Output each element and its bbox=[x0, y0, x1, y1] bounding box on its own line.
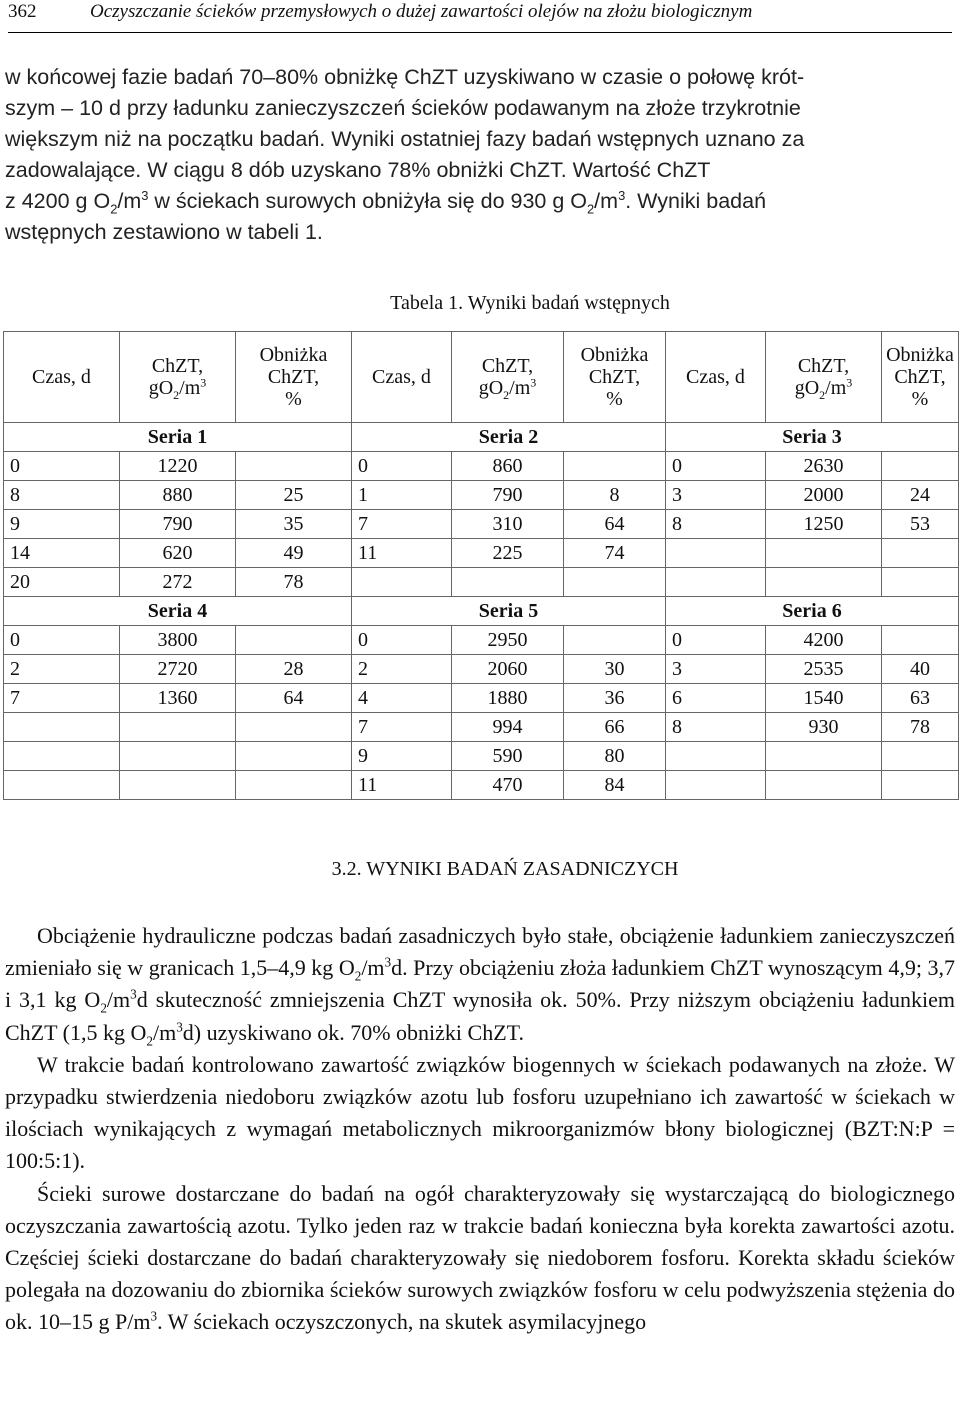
table-cell: 40 bbox=[882, 655, 959, 684]
table-cell bbox=[352, 568, 452, 597]
table-cell: 0 bbox=[4, 452, 120, 481]
table-cell: 790 bbox=[452, 481, 564, 510]
table-row bbox=[4, 539, 959, 568]
header-czas: Czas, d bbox=[666, 332, 766, 423]
table-cell bbox=[120, 713, 236, 742]
section-title: 3.2. WYNIKI BADAŃ ZASADNICZYCH bbox=[331, 858, 679, 880]
table-cell: 590 bbox=[452, 742, 564, 771]
table-cell: 7 bbox=[4, 684, 120, 713]
table-row bbox=[4, 568, 959, 597]
table-cell bbox=[120, 742, 236, 771]
table-cell: 2060 bbox=[452, 655, 564, 684]
table-row bbox=[4, 452, 959, 481]
table-cell bbox=[766, 539, 882, 568]
table-cell bbox=[4, 742, 120, 771]
table-cell: 11 bbox=[352, 539, 452, 568]
table-cell bbox=[882, 539, 959, 568]
table-row bbox=[4, 655, 959, 684]
table-cell: 2 bbox=[4, 655, 120, 684]
table-cell: 0 bbox=[352, 452, 452, 481]
table-cell: 880 bbox=[120, 481, 236, 510]
table-cell: 8 bbox=[564, 481, 666, 510]
table-cell: 0 bbox=[352, 626, 452, 655]
table-cell bbox=[666, 771, 766, 800]
table-row bbox=[4, 510, 959, 539]
table-cell: 4 bbox=[352, 684, 452, 713]
table-cell: 310 bbox=[452, 510, 564, 539]
table-cell: 35 bbox=[236, 510, 352, 539]
table-cell: 0 bbox=[666, 452, 766, 481]
table-cell: 14 bbox=[4, 539, 120, 568]
table-cell: 36 bbox=[564, 684, 666, 713]
table-cell bbox=[882, 626, 959, 655]
table-cell bbox=[564, 452, 666, 481]
table-cell: 24 bbox=[882, 481, 959, 510]
header-obnizka: Obniżka ChZT, % bbox=[882, 332, 959, 423]
table-cell: 790 bbox=[120, 510, 236, 539]
table-cell: 6 bbox=[666, 684, 766, 713]
table-cell: 2950 bbox=[452, 626, 564, 655]
series-header-row bbox=[4, 597, 959, 626]
page-number: 362 bbox=[8, 1, 37, 22]
table-cell: 3800 bbox=[120, 626, 236, 655]
table-cell: 930 bbox=[766, 713, 882, 742]
table-cell: 1360 bbox=[120, 684, 236, 713]
table-cell bbox=[882, 771, 959, 800]
table-cell: 2720 bbox=[120, 655, 236, 684]
table-cell: 20 bbox=[4, 568, 120, 597]
table-cell: 84 bbox=[564, 771, 666, 800]
intro-line: z 4200 g $O_2/m^3$ w ściekach surowych obniżyła się do 930 g $O_2/m^3$. Wyniki badań bbox=[5, 187, 767, 217]
table-cell: 994 bbox=[452, 713, 564, 742]
table-cell: 9 bbox=[4, 510, 120, 539]
table-cell: 3 bbox=[666, 481, 766, 510]
table-cell: 28 bbox=[236, 655, 352, 684]
table-cell bbox=[564, 626, 666, 655]
table-row bbox=[4, 684, 959, 713]
header-chzt: ChZT, $gO_2/m^3$ bbox=[452, 332, 564, 423]
body-text bbox=[5, 920, 955, 1339]
table-cell: 78 bbox=[236, 568, 352, 597]
table-cell: 620 bbox=[120, 539, 236, 568]
table-cell: 64 bbox=[236, 684, 352, 713]
table-cell: 8 bbox=[4, 481, 120, 510]
table-cell bbox=[452, 568, 564, 597]
series-header-row bbox=[4, 423, 959, 452]
table-row bbox=[4, 742, 959, 771]
table-cell: 63 bbox=[882, 684, 959, 713]
header-czas: Czas, d bbox=[4, 332, 120, 423]
header-czas: Czas, d bbox=[352, 332, 452, 423]
series-label: Seria 1 bbox=[4, 423, 352, 452]
series-label: Seria 2 bbox=[352, 423, 666, 452]
table-cell bbox=[882, 568, 959, 597]
header-chzt: ChZT, $gO_2/m^3$ bbox=[766, 332, 882, 423]
table-cell bbox=[236, 713, 352, 742]
table-cell: 49 bbox=[236, 539, 352, 568]
table-cell: 470 bbox=[452, 771, 564, 800]
table-cell: 225 bbox=[452, 539, 564, 568]
table-cell bbox=[666, 568, 766, 597]
table-cell: 0 bbox=[4, 626, 120, 655]
header-chzt: ChZT, $gO_2/m^3$ bbox=[120, 332, 236, 423]
table-cell: 80 bbox=[564, 742, 666, 771]
table-cell: 1540 bbox=[766, 684, 882, 713]
table-cell: 9 bbox=[352, 742, 452, 771]
intro-line: zadowalające. W ciągu 8 dób uzyskano 78% obniżki ChZT. Wartość ChZT bbox=[5, 158, 711, 182]
table-cell: 2000 bbox=[766, 481, 882, 510]
header-obnizka: Obniżka ChZT, % bbox=[564, 332, 666, 423]
series-label: Seria 5 bbox=[352, 597, 666, 626]
intro-line: wstępnych zestawiono w tabeli 1. bbox=[5, 220, 323, 244]
table-cell bbox=[120, 771, 236, 800]
table-row bbox=[4, 771, 959, 800]
table-cell: 7 bbox=[352, 713, 452, 742]
paragraph: W trakcie badań kontrolowano zawartość związków biogennych w ściekach podawanych na złoże. W przypadku stwierdzenia niedoboru związków azotu lub fosforu uzupełniano ich zawartość w ściekach w ilościach wynikających z wymagań metabolicznych mikroorganizmów błony biologicznej (BZT:N:P = 100:5:1). bbox=[5, 1051, 955, 1174]
table-cell: 64 bbox=[564, 510, 666, 539]
table-cell: 7 bbox=[352, 510, 452, 539]
table-cell bbox=[882, 742, 959, 771]
table-cell: 1 bbox=[352, 481, 452, 510]
table-header-row bbox=[4, 332, 959, 423]
paragraph: Obciążenie hydrauliczne podczas badań zasadniczych było stałe, obciążenie ładunkiem zanieczyszczeń zmieniało się w granicach 1,5–4,9 kg $O_2/m^3d$. Przy obciążeniu złoża ładunkiem ChZT wynoszącym 4,9; 3,7 i 3,1 kg $O_2/m^3d$ skuteczność zmniejszenia ChZT wynosiła ok. 50%. Przy niższym obciążeniu ładunkiem ChZT (1,5 kg $O_2/m^3d$) uzyskiwano ok. 70% obniżki ChZT. bbox=[5, 923, 955, 1048]
table-cell bbox=[666, 539, 766, 568]
table-cell: 0 bbox=[666, 626, 766, 655]
table-row bbox=[4, 713, 959, 742]
table-cell: 4200 bbox=[766, 626, 882, 655]
paragraph: Ścieki surowe dostarczane do badań na ogół charakteryzowały się wystarczającą do biologicznego oczyszczania zawartością azotu. Tylko jeden raz w trakcie badań konieczna była korekta zawartości azotu. Częściej ścieki dostarczane do badań charakteryzowały się niedoborem fosforu. Korekta składu ścieków polegała na dozowaniu do zbiornika ścieków surowych związków fosforu w celu podwyższenia stężenia do ok. 10–15 g $P/m^3$. W ściekach oczyszczonych, na skutek asymilacyjnego bbox=[5, 1180, 955, 1335]
table-cell: 8 bbox=[666, 510, 766, 539]
table-cell bbox=[882, 452, 959, 481]
intro-line: w końcowej fazie badań 70–80% obniżkę ChZT uzyskiwano w czasie o połowę krót- bbox=[5, 65, 805, 89]
table-cell bbox=[564, 568, 666, 597]
table-cell: 53 bbox=[882, 510, 959, 539]
table-cell: 78 bbox=[882, 713, 959, 742]
table-row bbox=[4, 626, 959, 655]
table-cell: 1250 bbox=[766, 510, 882, 539]
intro-line: szym – 10 d przy ładunku zanieczyszczeń ścieków podawanym na złoże trzykrotnie bbox=[5, 96, 801, 120]
table-cell: 1220 bbox=[120, 452, 236, 481]
table-cell bbox=[766, 771, 882, 800]
series-label: Seria 4 bbox=[4, 597, 352, 626]
header-obnizka: Obniżka ChZT, % bbox=[236, 332, 352, 423]
results-table bbox=[3, 331, 959, 800]
running-title: Oczyszczanie ścieków przemysłowych o dużej zawartości olejów na złożu biologicznym bbox=[90, 1, 753, 22]
table-cell: 2535 bbox=[766, 655, 882, 684]
table-cell: 272 bbox=[120, 568, 236, 597]
table-cell: 11 bbox=[352, 771, 452, 800]
table-cell bbox=[236, 626, 352, 655]
running-header bbox=[8, 0, 952, 33]
table-cell bbox=[766, 568, 882, 597]
table-cell bbox=[236, 452, 352, 481]
table-cell: 2 bbox=[352, 655, 452, 684]
table-cell bbox=[236, 771, 352, 800]
table-cell bbox=[236, 742, 352, 771]
table-cell bbox=[4, 713, 120, 742]
table-cell bbox=[4, 771, 120, 800]
table-cell: 860 bbox=[452, 452, 564, 481]
intro-line: większym niż na początku badań. Wyniki ostatniej fazy badań wstępnych uznano za bbox=[5, 127, 805, 151]
table-cell: 8 bbox=[666, 713, 766, 742]
table-cell: 1880 bbox=[452, 684, 564, 713]
table-cell bbox=[766, 742, 882, 771]
table-row bbox=[4, 481, 959, 510]
series-label: Seria 3 bbox=[666, 423, 959, 452]
intro-paragraph bbox=[5, 62, 955, 248]
table-cell bbox=[666, 742, 766, 771]
table-cell: 2630 bbox=[766, 452, 882, 481]
series-label: Seria 6 bbox=[666, 597, 959, 626]
table-caption: Tabela 1. Wyniki badań wstępnych bbox=[390, 292, 670, 314]
table-cell: 25 bbox=[236, 481, 352, 510]
table-cell: 30 bbox=[564, 655, 666, 684]
table-cell: 3 bbox=[666, 655, 766, 684]
table-cell: 74 bbox=[564, 539, 666, 568]
table-cell: 66 bbox=[564, 713, 666, 742]
